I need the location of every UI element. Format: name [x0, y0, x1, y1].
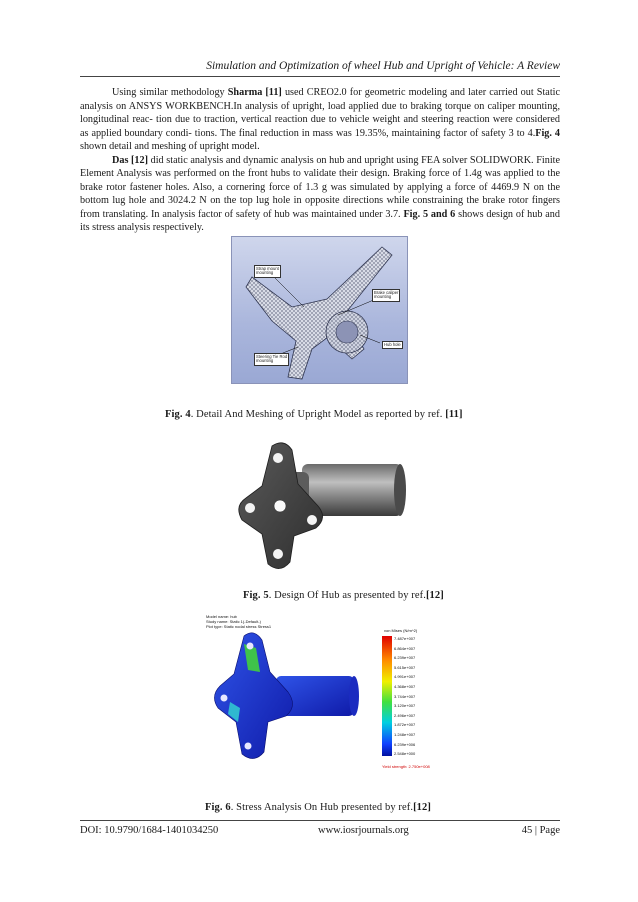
color-bar	[382, 636, 392, 756]
running-header: Simulation and Optimization of wheel Hub and Upright of Vehicle: A Review	[80, 60, 560, 77]
doi-text: DOI: 10.9790/1684-1401034250	[80, 825, 219, 836]
label-brake-caliper: Brake caliper mounting	[372, 289, 400, 302]
page-number: 45 | Page	[521, 825, 560, 836]
figure-4-upright-mesh	[231, 236, 408, 384]
label-hub-hole: Hub hole	[382, 341, 403, 349]
label-strap-mount: Strap mount mounting	[254, 265, 281, 278]
legend-title: von Mises (N/m^2)	[384, 628, 418, 633]
yield-strength-label: Yield strength: 2.750e+008	[382, 764, 430, 769]
figure-ref-5-6: Fig. 5 and 6	[403, 208, 456, 220]
figure-4-caption: Fig. 4. Detail And Meshing of Upright Model as reported by ref. [11]	[165, 409, 463, 420]
figure-5-caption: Fig. 5. Design Of Hub as presented by ref.[12]	[243, 590, 444, 601]
legend-values: 7.487e+007 6.864e+007 6.239e+007 5.615e+007 4.991e+007 4.368e+007 3.744e+007 3.120e+007 2.496e+007 1.872e+007 1.248e+007 6.239e+006 2.548e+000	[394, 636, 416, 757]
page-footer	[80, 820, 560, 841]
figure-ref-4: Fig. 4	[535, 127, 560, 139]
journal-website: www.iosrjournals.org	[318, 825, 409, 836]
simulation-info: Model name: hub Study name: Static 1(-Default-) Plot type: Static nodal stress Stress1	[206, 614, 272, 629]
hub-render	[232, 434, 406, 576]
paragraph-2: Das [12] did static analysis and dynamic analysis on hub and upright using FEA solver SOLIDWORK. Finite Element Analysis was performed on the front hubs to validate their design. Braking force of 1.4g was applied to the brake rotor fastener holes. Also, a cornering force of 1.3 g was simulated by applying a force of 4469.9 N on the bottom lug hole and 3024.2 N on the top lug hole in opposite directions while constraining the brake rotor fingers from translating. In analysis factor of safety of hub was maintained under 3.7. Fig. 5 and 6 shows design of hub and its stress analysis respectively.	[80, 154, 560, 233]
paragraph-1: Using similar methodology Sharma [11] used CREO2.0 for geometric modeling and later carried out Static analysis on ANSYS WORKBENCH.In analysis of upright, load applied due to braking torque on caliper mounting, longitudinal reac- tion due to traction, vertical reaction due to vehicle weight and steering reaction were considered as applied boundary condi- tions. The final reduction in mass was 19.35%, maintaining factor of safety 3 to 4.Fig. 4 shown detail and meshing of upright model.	[80, 87, 561, 152]
citation-das: Das [12]	[112, 154, 149, 166]
citation-sharma: Sharma [11]	[227, 87, 282, 98]
figure-5-hub-design	[232, 434, 406, 576]
figure-6-caption: Fig. 6. Stress Analysis On Hub presented by ref.[12]	[205, 802, 431, 813]
figure-6-stress-analysis	[204, 612, 436, 782]
body-text	[80, 86, 560, 235]
label-steering-tie-rod: Steering Tie Rod mounting	[254, 353, 289, 366]
